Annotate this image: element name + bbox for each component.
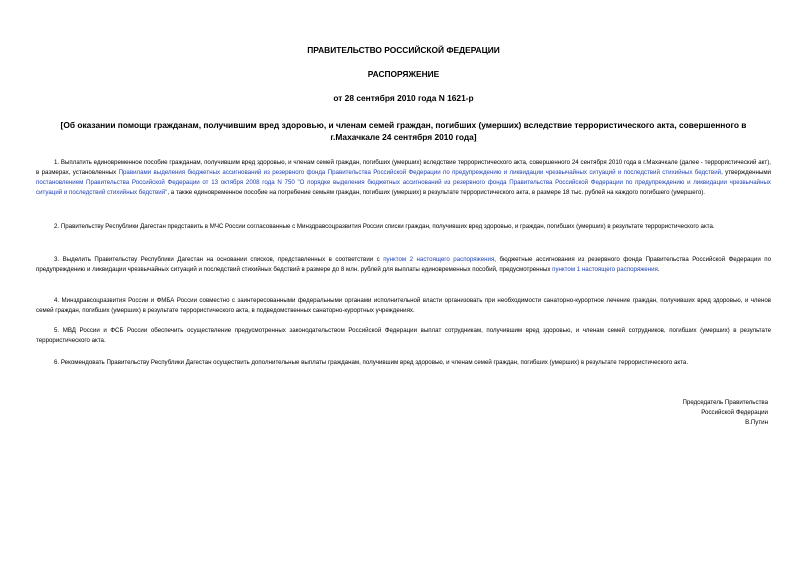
- link-point-2[interactable]: пунктом 2 настоящего распоряжения: [383, 256, 495, 263]
- paragraph-3: [36, 255, 771, 275]
- signature-name: В.Путин: [745, 419, 768, 426]
- paragraph-3-text-c: .: [657, 266, 660, 273]
- paragraph-3-text-b: , бюджетные ассигнования из резервного фонда Правительства Российской Федерации по предупреждению и ликвидации чрезвычайных ситуаций и последствий стихийных бедствий в размере до 8 млн. рублей для выплаты единовременных пособий, предусмотренных: [36, 256, 772, 273]
- document-title: [Об оказании помощи гражданам, получившим вред здоровью, и членам семей граждан, погибших (умерших) вследствие террористического акта, совершенного в г.Махачкале 24 сентября 2010 года]: [60, 120, 747, 142]
- document-type-heading: РАСПОРЯЖЕНИЕ: [367, 69, 440, 79]
- date-number-heading: от 28 сентября 2010 года N 1621-р: [333, 93, 474, 103]
- link-resolution-750[interactable]: постановлением Правительства Российской Федерации от 13 октября 2008 года N 750 "О порядке выделения бюджетных ассигнований из резервного фонда Правительства Российской Федерации по предупреждению и ликвидации чрезвычайных ситуаций и последствий стихийных бедствий": [36, 179, 771, 196]
- paragraph-1: [36, 158, 771, 198]
- signature-organization: Российской Федерации: [701, 409, 768, 416]
- link-rules-reserve-fund[interactable]: Правилами выделения бюджетных ассигнований из резервного фонда Правительства Российской Федерации по предупреждению и ликвидации чрезвычайных ситуаций и последствий стихийных бедствий: [118, 169, 722, 176]
- paragraph-1-text-b: , утвержденными: [721, 169, 771, 176]
- paragraph-6: 6. Рекомендовать Правительству Республики Дагестан осуществить дополнительные выплаты гражданам, получившим вред здоровью, и членам семей граждан, погибших (умерших) в результате террористического акта.: [54, 359, 689, 366]
- paragraph-3-text-a: 3. Выделить Правительству Республики Дагестан на основании списков, представленных в соответствии с: [54, 256, 384, 263]
- link-point-1[interactable]: пунктом 1 настоящего распоряжения: [552, 266, 658, 273]
- paragraph-1-text-a: 1. Выплатить единовременное пособие гражданам, получившим вред здоровью, и членам семей граждан, погибших (умерших) вследствие террористического акта, совершенного 24 сентября 2010 года в г.Махачкале (далее - террористический акт), в размерах, установленных: [36, 159, 771, 176]
- signature-block: [682, 398, 768, 428]
- paragraph-5: 5. МВД России и ФСБ России обеспечить осуществление предусмотренных законодательством Российской Федерации выплат сотрудникам, получившим вред здоровью, и членам семей сотрудников, погибших (умерших) в результате террористического акта.: [36, 327, 771, 344]
- signature-position: Председатель Правительства: [682, 399, 768, 406]
- government-heading: ПРАВИТЕЛЬСТВО РОССИЙСКОЙ ФЕДЕРАЦИИ: [307, 45, 500, 55]
- paragraph-2: 2. Правительству Республики Дагестан представить в МЧС России согласованные с Минздравсоцразвития России списки граждан, получивших вред здоровью, и граждан, погибших (умерших) в результате террористического акта.: [54, 223, 715, 230]
- paragraph-4: 4. Минздравсоцразвития России и ФМБА России совместно с заинтересованными федеральными органами исполнительной власти организовать при необходимости санаторно-курортное лечение граждан, получивших вред здоровью, и членов семей граждан, погибших (умерших) в результате террористического акта, в подведомственных санаторно-курортных учреждениях.: [36, 297, 771, 314]
- paragraph-1-text-c: , а также единовременное пособие на погребение семьям граждан, погибших (умерших) в результате террористического акта, в размере 18 тыс. рублей на каждого погибшего (умершего).: [167, 189, 705, 196]
